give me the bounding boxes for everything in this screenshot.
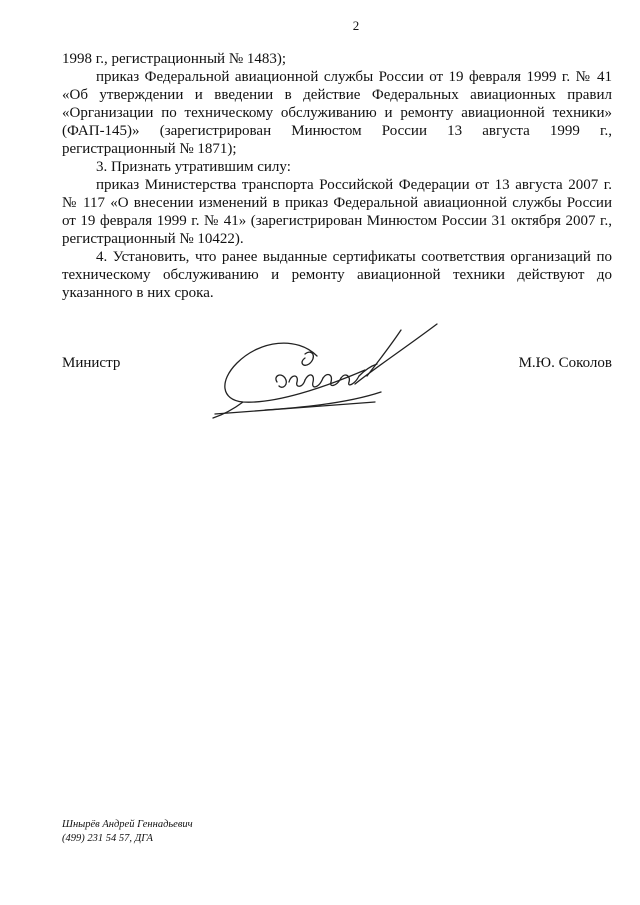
handwritten-signature [205, 318, 445, 428]
executor-info [62, 818, 193, 846]
executor-name: Шнырёв Андрей Геннадьевич [62, 819, 193, 830]
paragraph-item-3-heading: 3. Признать утратившим силу: [96, 159, 291, 175]
paragraph-fap-145-order: приказ Федеральной авиационной службы России от 19 февраля 1999 г. № 41 «Об утверждении и введении в действие Федеральных авиационных правил «Организации по техническому обслуживанию и ремонту авиационной техники» (ФАП-145)» (зарегистрирован Минюстом России 13 августа 1999 г., регистрационный № 1871); [62, 69, 612, 157]
page-number: 2 [352, 18, 360, 33]
paragraph-mintrans-order: приказ Министерства транспорта Российской Федерации от 13 августа 2007 г. № 117 «О внесении изменений в приказ Федеральной авиационной службы России от 19 февраля 1999 г. № 41» (зарегистрирован Минюстом России 31 октября 2007 г., регистрационный № 10422). [62, 177, 612, 247]
signatory-role: Министр [62, 355, 121, 371]
paragraph-continuation: 1998 г., регистрационный № 1483); [62, 51, 287, 67]
signatory-name: М.Ю. Соколов [518, 355, 612, 371]
paragraph-item-4: 4. Установить, что ранее выданные сертификаты соответствия организаций по техническому обслуживанию и ремонту авиационной техники действуют до указанного в них срока. [62, 249, 612, 301]
executor-contact: (499) 231 54 57, ДГА [62, 833, 153, 844]
document-body [62, 50, 612, 302]
